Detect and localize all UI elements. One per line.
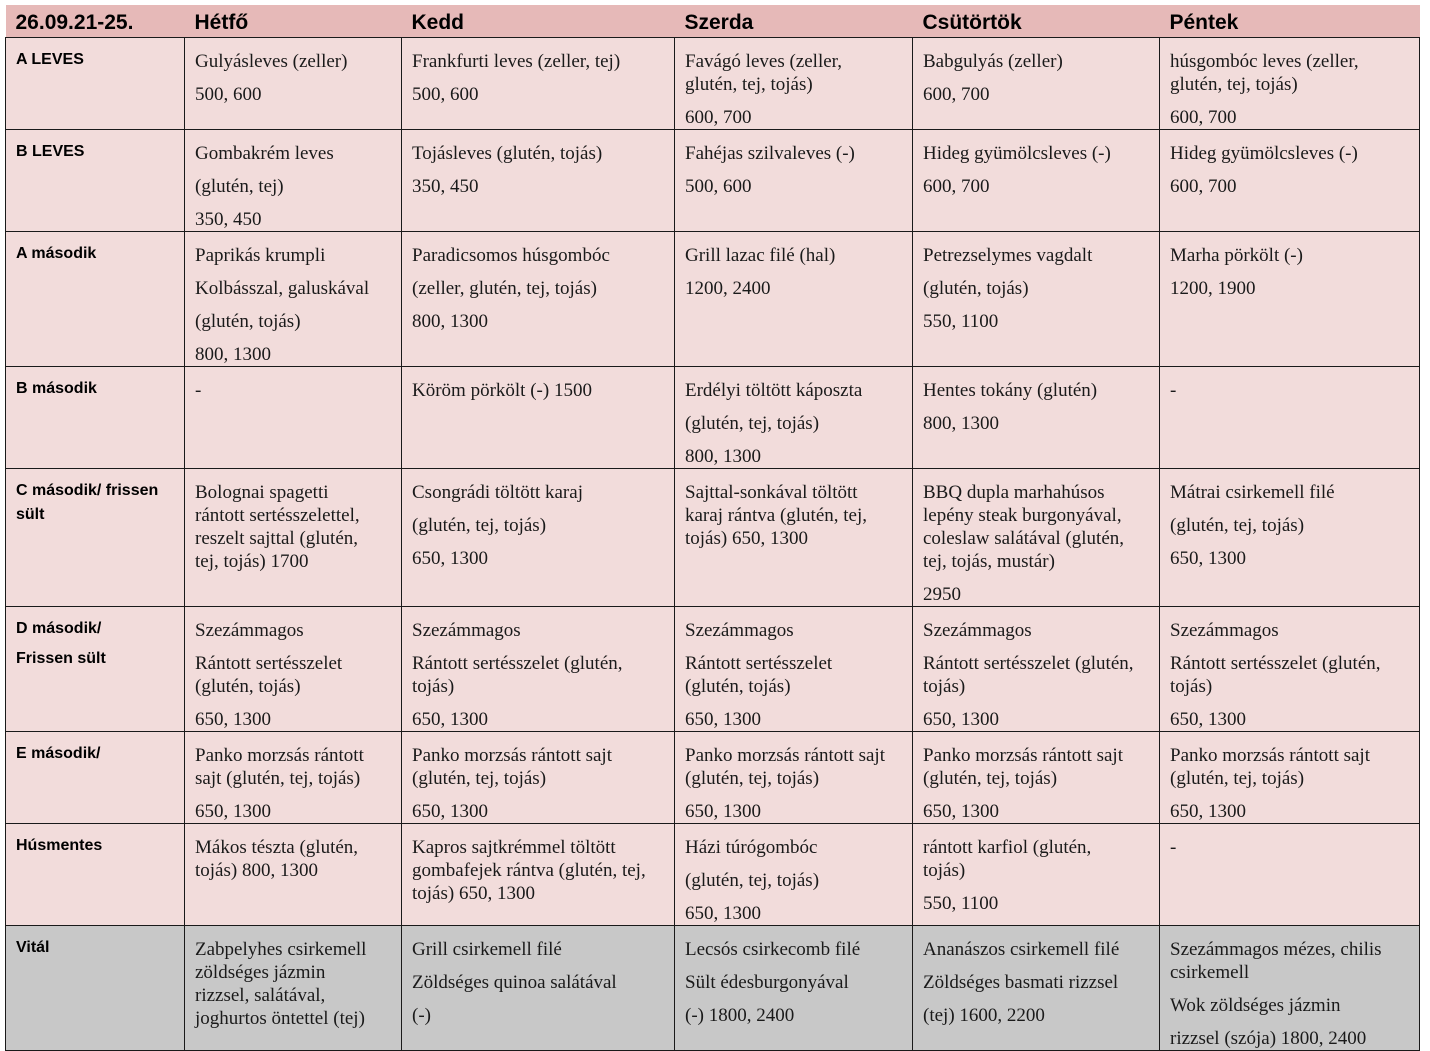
week-label: 26.09.21-25.: [6, 5, 185, 37]
dish-line: lepény steak burgonyával,: [923, 504, 1122, 526]
dish-line: Mátrai csirkemell filé: [1170, 481, 1335, 503]
dish-line: Bolognai spagetti: [195, 481, 329, 503]
dish-line: Panko morzsás rántott sajt: [412, 744, 612, 766]
row-label-text: sült: [16, 505, 45, 523]
row-label-text: A LEVES: [16, 50, 84, 68]
dish-line: tojás) 650, 1300: [412, 882, 535, 904]
dish-line: Grill csirkemell filé: [412, 938, 562, 960]
dish-line: Grill lazac filé (hal): [685, 244, 836, 266]
dish-line: (glutén, tej, tojás): [685, 412, 820, 434]
dish-line: 600, 700: [1170, 175, 1237, 197]
dish-line: 550, 1100: [923, 310, 999, 332]
dish-line: 350, 450: [412, 175, 479, 197]
menu-cell-friday: [1160, 731, 1420, 823]
dish-line: 600, 700: [923, 175, 990, 197]
menu-cell-tuesday: [402, 606, 675, 731]
dish-line: Házi túrógombóc: [685, 836, 818, 858]
dish-line: 550, 1100: [923, 892, 999, 914]
row-label-text: C második/ frissen: [16, 481, 159, 499]
dish-line: Sajttal-sonkával töltött: [685, 481, 858, 503]
dish-line: coleslaw salátával (glutén,: [923, 527, 1125, 549]
dish-line: 650, 1300: [1170, 800, 1246, 822]
menu-cell-tuesday: [402, 366, 675, 468]
dish-line: Hideg gyümölcsleves (-): [1170, 142, 1358, 164]
dish-line: glutén, tej, tojás): [685, 73, 813, 95]
dish-line: 800, 1300: [685, 445, 761, 467]
dish-line: Köröm pörkölt (-) 1500: [412, 379, 592, 401]
dish-line: Frankfurti leves (zeller, tej): [412, 50, 621, 72]
dish-line: Panko morzsás rántott sajt: [1170, 744, 1370, 766]
menu-cell-thursday: [913, 823, 1160, 925]
dish-line: rántott karfiol (glutén,: [923, 836, 1092, 858]
menu-cell-tuesday: [402, 37, 675, 129]
dish-line: (glutén, tojás): [195, 675, 301, 697]
dish-line: 800, 1300: [923, 412, 999, 434]
day-header-monday: Hétfő: [185, 5, 402, 37]
dish-line: tej, tojás) 1700: [195, 550, 309, 572]
row-a-leves: [6, 37, 1420, 129]
menu-cell-friday: [1160, 37, 1420, 129]
dish-line: 650, 1300: [923, 708, 999, 730]
menu-cell-wednesday: [675, 823, 913, 925]
dish-line: Zöldséges basmati rizzsel: [923, 971, 1119, 993]
dish-line: zöldséges jázmin: [195, 961, 326, 983]
row-label: [6, 925, 185, 1050]
row-label-text: B LEVES: [16, 142, 85, 160]
dish-line: Babgulyás (zeller): [923, 50, 1063, 72]
dish-line: Szezámmagos mézes, chilis: [1170, 938, 1382, 960]
day-header-thursday: Csütörtök: [913, 5, 1160, 37]
dish-line: tojás): [923, 859, 966, 881]
dish-line: 650, 1300: [1170, 547, 1246, 569]
dish-line: (-): [412, 1004, 431, 1026]
menu-cell-wednesday: [675, 129, 913, 231]
menu-cell-wednesday: [675, 925, 913, 1050]
header-row: [6, 5, 1420, 37]
dish-line: Rántott sertésszelet: [195, 652, 343, 674]
dish-line: Favágó leves (zeller,: [685, 50, 842, 72]
menu-cell-thursday: [913, 37, 1160, 129]
row-label-text: Húsmentes: [16, 836, 103, 854]
dish-line: (glutén, tej): [195, 175, 284, 197]
dish-line: Paradicsomos húsgombóc: [412, 244, 610, 266]
dish-line: rizzsel, salátával,: [195, 984, 326, 1006]
dish-line: 650, 1300: [685, 800, 761, 822]
menu-cell-friday: [1160, 468, 1420, 606]
dish-line: tojás): [1170, 675, 1213, 697]
menu-cell-tuesday: [402, 231, 675, 366]
dish-line: Wok zöldséges jázmin: [1170, 994, 1341, 1016]
dish-line: 600, 700: [1170, 106, 1237, 128]
menu-cell-monday: [185, 468, 402, 606]
dish-line: Fahéjas szilvaleves (-): [685, 142, 855, 164]
dish-line: Zöldséges quinoa salátával: [412, 971, 617, 993]
dish-line: BBQ dupla marhahúsos: [923, 481, 1105, 503]
row-vital: [6, 925, 1420, 1050]
row-husmentes: [6, 823, 1420, 925]
dish-line: tojás): [412, 675, 455, 697]
dish-line: tojás) 800, 1300: [195, 859, 318, 881]
dish-line: rántott sertésszelettel,: [195, 504, 360, 526]
dish-line: Szezámmagos: [412, 619, 521, 641]
weekly-menu-table: [5, 5, 1420, 1051]
dish-line: Petrezselymes vagdalt: [923, 244, 1093, 266]
menu-cell-thursday: [913, 231, 1160, 366]
dish-line: tej, tojás, mustár): [923, 550, 1055, 572]
dish-line: -: [1170, 836, 1177, 858]
dish-line: Rántott sertésszelet (glutén,: [412, 652, 623, 674]
menu-cell-friday: [1160, 231, 1420, 366]
dish-line: 650, 1300: [1170, 708, 1246, 730]
dish-line: joghurtos öntettel (tej): [195, 1007, 365, 1029]
dish-line: 800, 1300: [412, 310, 488, 332]
menu-cell-monday: [185, 606, 402, 731]
dish-line: 650, 1300: [923, 800, 999, 822]
menu-cell-monday: [185, 129, 402, 231]
menu-cell-monday: [185, 231, 402, 366]
dish-line: rizzsel (szója) 1800, 2400: [1170, 1027, 1367, 1049]
row-label: [6, 231, 185, 366]
dish-line: Kolbásszal, galuskával: [195, 277, 370, 299]
menu-cell-monday: [185, 366, 402, 468]
dish-line: glutén, tej, tojás): [1170, 73, 1298, 95]
dish-line: 650, 1300: [685, 708, 761, 730]
dish-line: 500, 600: [195, 83, 262, 105]
dish-line: Rántott sertésszelet (glutén,: [923, 652, 1134, 674]
dish-line: (glutén, tej, tojás): [412, 767, 547, 789]
row-label: [6, 606, 185, 731]
dish-line: 650, 1300: [412, 547, 488, 569]
menu-cell-monday: [185, 823, 402, 925]
dish-line: Szezámmagos: [1170, 619, 1279, 641]
dish-line: Hentes tokány (glutén): [923, 379, 1098, 401]
menu-cell-wednesday: [675, 606, 913, 731]
dish-line: (glutén, tojás): [685, 675, 791, 697]
menu-cell-tuesday: [402, 731, 675, 823]
dish-line: Tojásleves (glutén, tojás): [412, 142, 603, 164]
dish-line: (zeller, glutén, tej, tojás): [412, 277, 597, 299]
dish-line: reszelt sajttal (glutén,: [195, 527, 359, 549]
menu-cell-wednesday: [675, 366, 913, 468]
row-a-masodik: [6, 231, 1420, 366]
dish-line: 650, 1300: [412, 800, 488, 822]
row-label: [6, 129, 185, 231]
menu-cell-wednesday: [675, 468, 913, 606]
dish-line: Marha pörkölt (-): [1170, 244, 1303, 266]
dish-line: húsgombóc leves (zeller,: [1170, 50, 1359, 72]
dish-line: Lecsós csirkecomb filé: [685, 938, 861, 960]
dish-line: Ananászos csirkemell filé: [923, 938, 1120, 960]
day-header-tuesday: Kedd: [402, 5, 675, 37]
menu-cell-tuesday: [402, 129, 675, 231]
dish-line: 650, 1300: [195, 800, 271, 822]
dish-line: Rántott sertésszelet (glutén,: [1170, 652, 1381, 674]
dish-line: Erdélyi töltött káposzta: [685, 379, 863, 401]
row-label-text: A második: [16, 244, 97, 262]
row-d-masodik: [6, 606, 1420, 731]
day-header-friday: Péntek: [1160, 5, 1420, 37]
menu-cell-thursday: [913, 606, 1160, 731]
dish-line: (glutén, tojás): [195, 310, 301, 332]
row-label: [6, 731, 185, 823]
dish-line: Sült édesburgonyával: [685, 971, 849, 993]
dish-line: Gombakrém leves: [195, 142, 334, 164]
row-label-text: D második/: [16, 619, 102, 637]
menu-cell-monday: [185, 37, 402, 129]
dish-line: (glutén, tej, tojás): [685, 869, 820, 891]
day-header-wednesday: Szerda: [675, 5, 913, 37]
dish-line: csirkemell: [1170, 961, 1250, 983]
menu-cell-monday: [185, 731, 402, 823]
dish-line: -: [1170, 379, 1177, 401]
menu-cell-thursday: [913, 468, 1160, 606]
menu-cell-friday: [1160, 823, 1420, 925]
dish-line: (glutén, tej, tojás): [923, 767, 1058, 789]
dish-line: 600, 700: [685, 106, 752, 128]
dish-line: (glutén, tej, tojás): [1170, 767, 1305, 789]
menu-cell-wednesday: [675, 37, 913, 129]
row-label-text: E második/: [16, 744, 101, 762]
dish-line: 2950: [923, 583, 961, 605]
menu-cell-thursday: [913, 731, 1160, 823]
dish-line: 500, 600: [412, 83, 479, 105]
menu-cell-wednesday: [675, 231, 913, 366]
row-b-leves: [6, 129, 1420, 231]
dish-line: 650, 1300: [685, 902, 761, 924]
dish-line: (glutén, tej, tojás): [685, 767, 820, 789]
menu-cell-thursday: [913, 129, 1160, 231]
dish-line: 650, 1300: [412, 708, 488, 730]
dish-line: (tej) 1600, 2200: [923, 1004, 1045, 1026]
dish-line: Mákos tészta (glutén,: [195, 836, 359, 858]
dish-line: Panko morzsás rántott sajt: [923, 744, 1123, 766]
dish-line: tojás) 650, 1300: [685, 527, 808, 549]
row-e-masodik: [6, 731, 1420, 823]
dish-line: Szezámmagos: [923, 619, 1032, 641]
row-c-masodik: [6, 468, 1420, 606]
dish-line: sajt (glutén, tej, tojás): [195, 767, 361, 789]
menu-cell-wednesday: [675, 731, 913, 823]
dish-line: 600, 700: [923, 83, 990, 105]
dish-line: Rántott sertésszelet: [685, 652, 833, 674]
dish-line: Szezámmagos: [685, 619, 794, 641]
menu-cell-tuesday: [402, 925, 675, 1050]
menu-cell-thursday: [913, 925, 1160, 1050]
row-label-text: B második: [16, 379, 97, 397]
menu-cell-friday: [1160, 366, 1420, 468]
dish-line: karaj rántva (glutén, tej,: [685, 504, 868, 526]
dish-line: -: [195, 379, 202, 401]
dish-line: 800, 1300: [195, 343, 271, 365]
menu-cell-tuesday: [402, 823, 675, 925]
dish-line: 500, 600: [685, 175, 752, 197]
dish-line: Paprikás krumpli: [195, 244, 326, 266]
dish-line: Csongrádi töltött karaj: [412, 481, 583, 503]
dish-line: tojás): [923, 675, 966, 697]
dish-line: 350, 450: [195, 208, 262, 230]
menu-cell-friday: [1160, 925, 1420, 1050]
row-label-text: Vitál: [16, 938, 50, 956]
row-label-text: Frissen sült: [16, 649, 106, 667]
dish-line: (glutén, tej, tojás): [1170, 514, 1305, 536]
menu-cell-friday: [1160, 129, 1420, 231]
dish-line: 1200, 1900: [1170, 277, 1256, 299]
dish-line: 650, 1300: [195, 708, 271, 730]
row-label: [6, 366, 185, 468]
dish-line: gombafejek rántva (glutén, tej,: [412, 859, 646, 881]
dish-line: Szezámmagos: [195, 619, 304, 641]
menu-cell-tuesday: [402, 468, 675, 606]
dish-line: Panko morzsás rántott: [195, 744, 364, 766]
row-b-masodik: [6, 366, 1420, 468]
menu-cell-friday: [1160, 606, 1420, 731]
dish-line: (glutén, tojás): [923, 277, 1029, 299]
dish-line: Gulyásleves (zeller): [195, 50, 348, 72]
row-label: [6, 468, 185, 606]
dish-line: Zabpelyhes csirkemell: [195, 938, 367, 960]
dish-line: Panko morzsás rántott sajt: [685, 744, 885, 766]
menu-cell-thursday: [913, 366, 1160, 468]
menu-cell-monday: [185, 925, 402, 1050]
dish-line: Kapros sajtkrémmel töltött: [412, 836, 616, 858]
dish-line: (glutén, tej, tojás): [412, 514, 547, 536]
dish-line: Hideg gyümölcsleves (-): [923, 142, 1111, 164]
dish-line: (-) 1800, 2400: [685, 1004, 795, 1026]
row-label: [6, 823, 185, 925]
row-label: [6, 37, 185, 129]
dish-line: 1200, 2400: [685, 277, 771, 299]
